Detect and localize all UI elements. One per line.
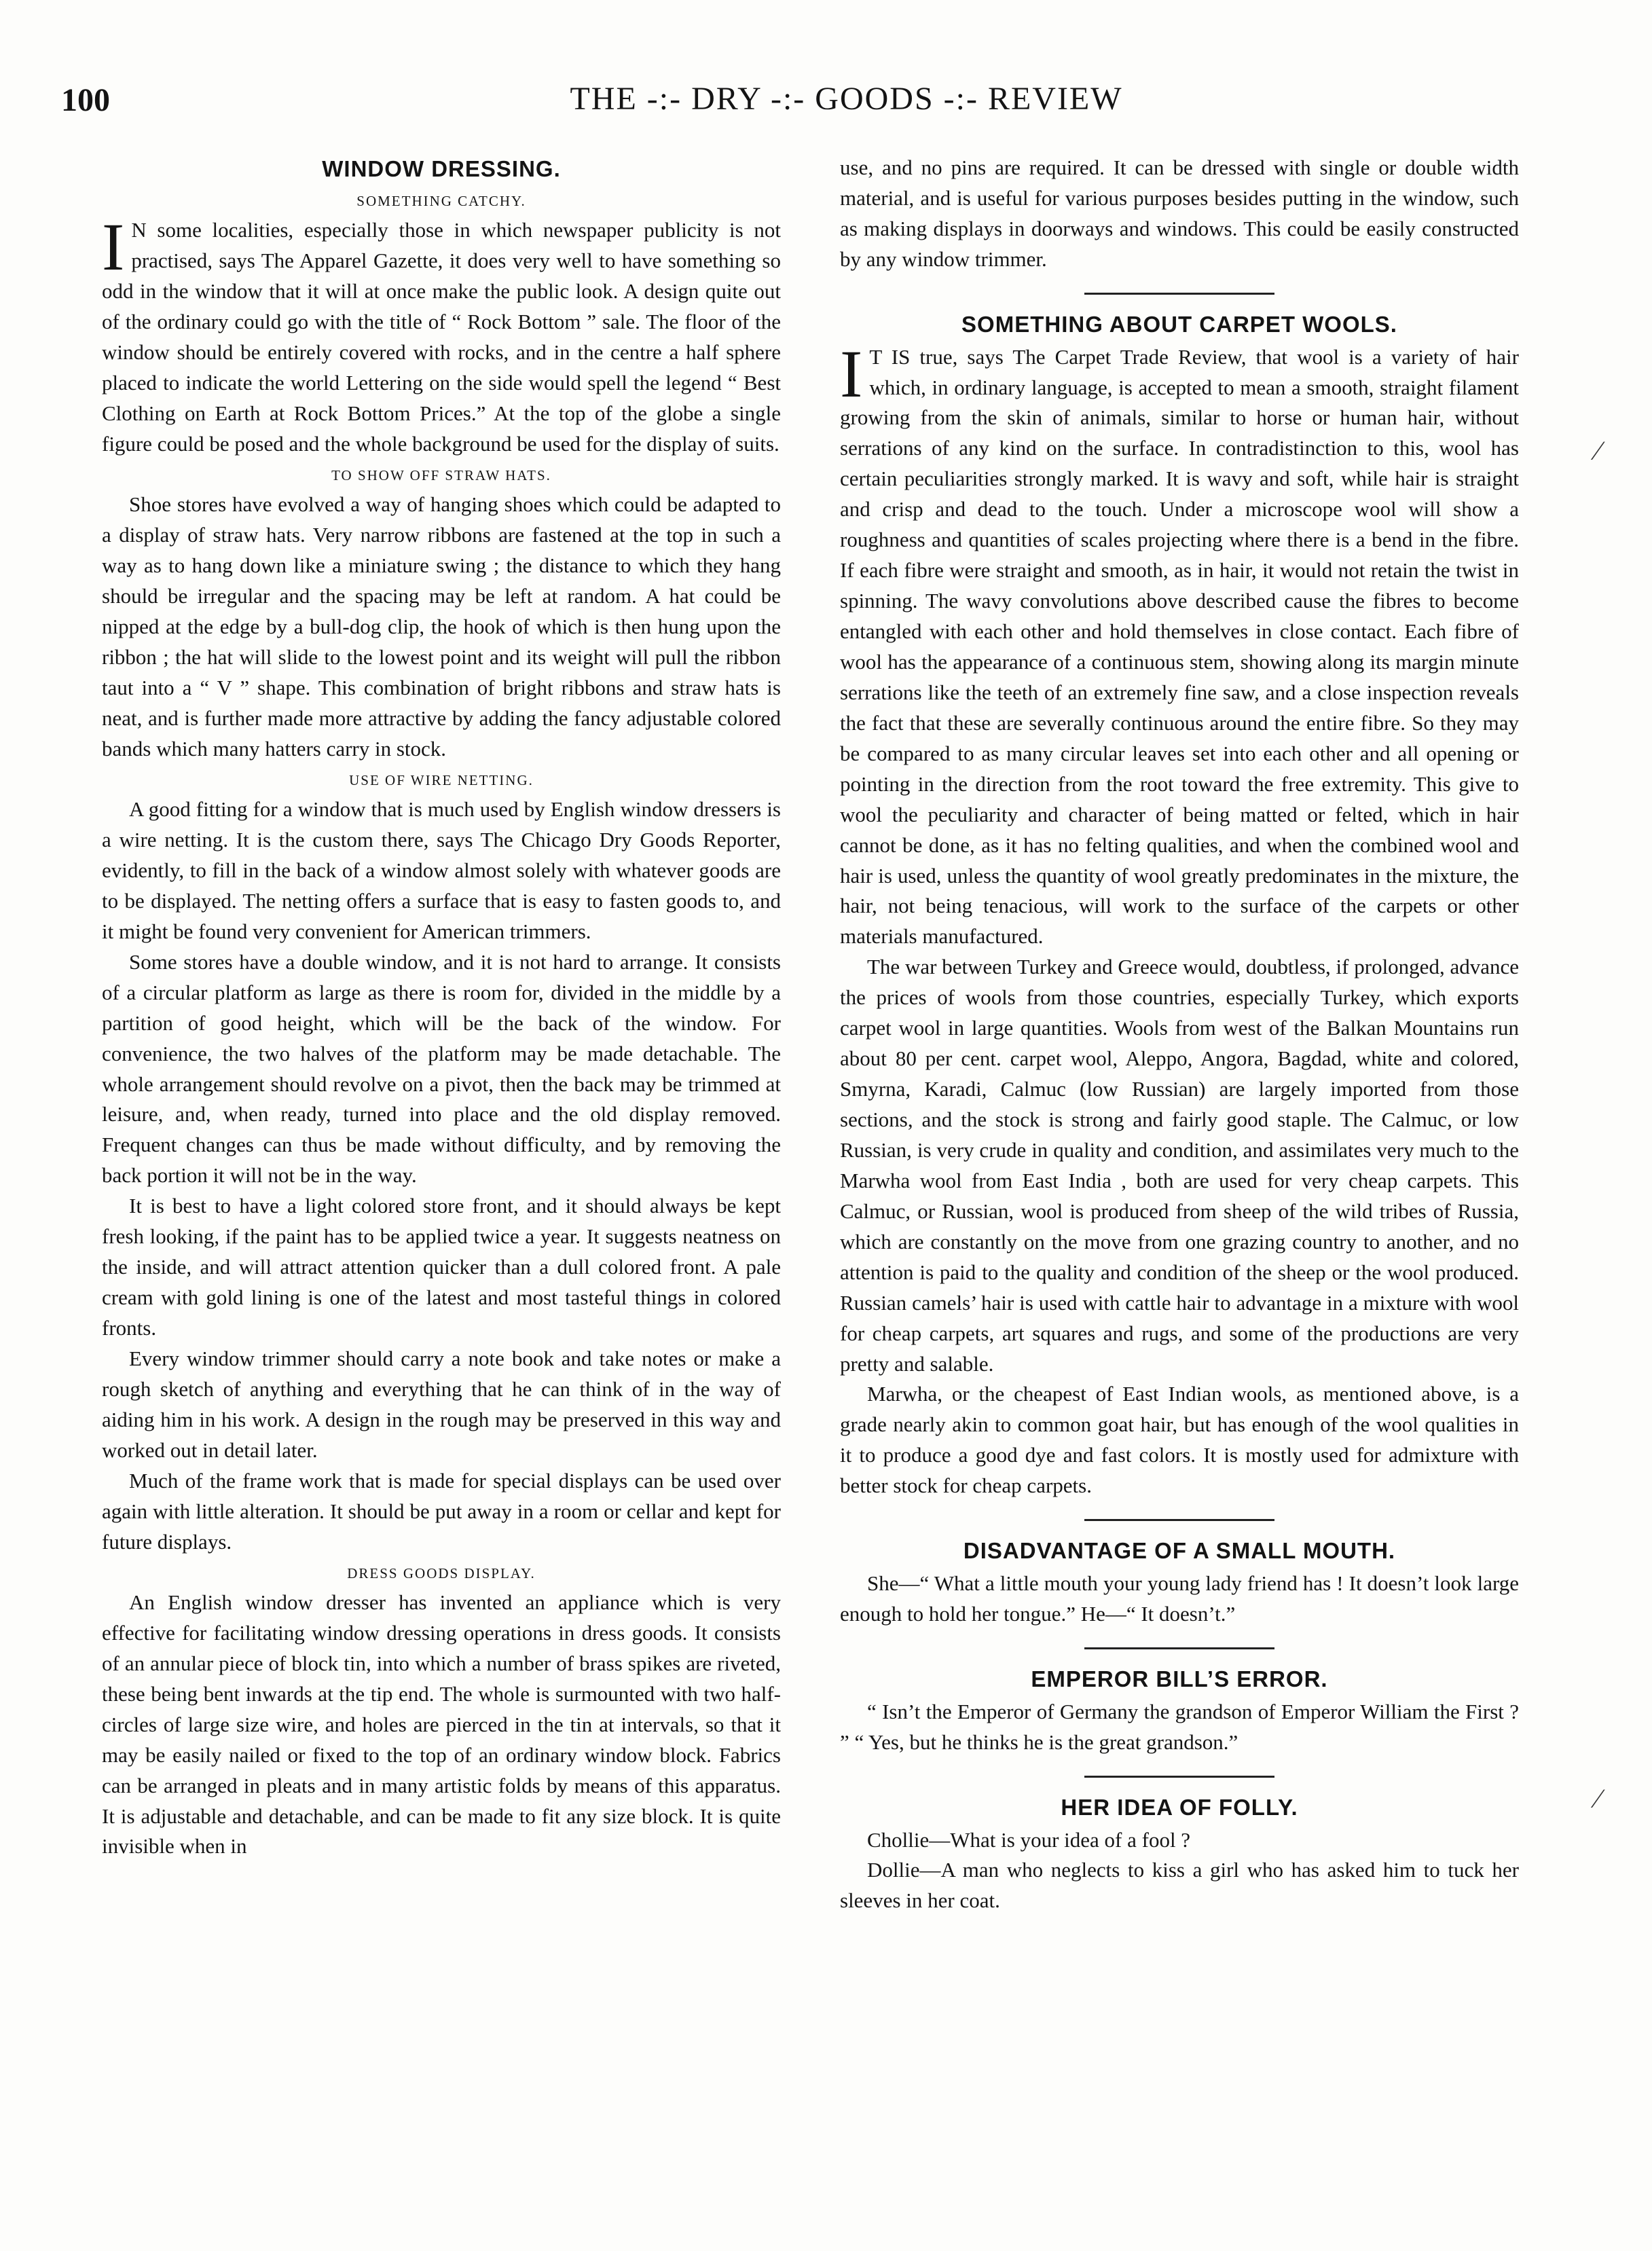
paragraph-emperor: “ Isn’t the Emperor of Germany the grandson of Emperor William the First ? ” “ Yes, but he thinks he is the great grandson.” [840,1699,1519,1754]
paragraph-note-book: Every window trimmer should carry a note book and take notes or make a rough sketch of anything and everything that he can think of in the way of aiding him in his work. A design in the rough may be preserved in this way and worked out in detail later. [102,1346,781,1462]
carpet-wools-title: SOMETHING ABOUT CARPET WOOLS. [961,311,1397,337]
paragraph-chollie: Chollie—What is your idea of a fool ? [867,1827,1191,1852]
subhead-straw-hats: TO SHOW OFF STRAW HATS. [331,466,551,483]
page-number: 100 [61,82,110,118]
paragraph-rock-bottom [102,209,781,460]
divider-rule [1084,1647,1274,1649]
right-column [840,153,1519,1916]
paragraph-straw-hats: Shoe stores have evolved a way of hanging shoes which could be adapted to a display of straw hats. Very narrow ribbons are fastened at the top in such a way as to hang down like a miniature swing ; the distance to which they hang should be irregular and the spacing may be left at random. A hat could be nipped at the edge by a bull-dog clip, the hook of which is then hung upon the ribbon ; the hat will slide to the lowest point and its weight will pull the ribbon taut into a “ V ” shape. This combination of bright ribbons and straw hats is neat, and is further made more attractive by adding the fancy adjustable colored bands which many hatters carry in stock. [102,492,781,761]
drop-cap: I [102,209,125,285]
paragraph-double-window: Some stores have a double window, and it is not hard to arrange. It consists of a circular platform as large as there is room for, divided in the middle by a partition of good height, which will be the back of the window. For convenience, the two halves of the platform may be made detachable. The whole arrangement should revolve on a pivot, then the back may be trimmed at leisure, and, when ready, turned into place and the old display removed. Frequent changes can thus be made without difficulty, and by removing the back portion it will not be in the way. [102,949,781,1188]
folly-title: HER IDEA OF FOLLY. [1061,1794,1298,1820]
paragraph-frame-work: Much of the frame work that is made for special displays can be used over again with little alteration. It should be put away in a room or cellar and kept for future displays. [102,1468,781,1554]
paragraph-marwha: Marwha, or the cheapest of East Indian wools, as mentioned above, is a grade nearly akin to common goat hair, but has enough of the wool qualities in it to produce a good dye and fast colors. It is mostly used for admixture with better stock for cheap carpets. [840,1382,1519,1498]
paragraph-text: N some localities, especially those in which newspaper publicity is not practised, says The Apparel Gazette, it does very well to have something so odd in the window that it will at once make the public look. A design quite out of the ordinary could go with the title of “ Rock Bottom ” sale. The floor of the window should be entirely covered with rocks, and in the centre a half sphere placed to indicate the world Lettering on the side would spell the legend “ Best Clothing on Earth at Rock Bottom Prices.” At the top of the globe a single figure could be posed and the whole background be used for the display of suits. [102,218,781,456]
divider-rule [1084,1776,1274,1778]
subhead-something-catchy: SOMETHING CATCHY. [356,192,526,209]
paragraph-small-mouth: She—“ What a little mouth your young lady friend has ! It doesn’t look large enough to hold her tongue.” He—“ It doesn’t.” [840,1571,1519,1626]
divider-rule [1084,1519,1274,1521]
divider-rule [1084,293,1274,295]
small-mouth-title: DISADVANTAGE OF A SMALL MOUTH. [963,1538,1396,1564]
paragraph-text: T IS true, says The Carpet Trade Review, that wool is a variety of hair which, in ordinary language, is accepted to mean a smooth, straight filament growing from the skin of animals, similar to horse or human hair, without serrations of any kind on the surface. In contradistinction to this, wool has certain peculiarities strongly marked. It is wavy and soft, while hair is straight and crisp and dead to the touch. Under a microscope wool will show a roughness and quantities of scales projecting where there is a bend in the fibre. If each fibre were straight and smooth, as in hair, it would not retain the twist in spinning. The wavy convolutions above described cause the fibres to become entangled with each other and hold themselves in close contact. Each fibre of wool has the appearance of a continuous stem, showing along its margin minute serrations like the teeth of an extremely fine saw, and a close inspection reveals the fact that these are severally continuous around the entire fibre. So they may be compared to as many circular leaves set into each other and all opening or pointing in the direction from the root toward the free extremity. This give to wool the peculiarity and character of being matted or felted, which in hair cannot be done, as it has no felting qualities, and when the combined wool and hair is used, unless the quantity of wool greatly predominates in the mixture, the hair, not being tenacious, will work to the surface of the carpets or other materials manufactured. [840,344,1519,949]
left-column [102,153,781,1862]
margin-mark: ⁄ [1596,435,1600,466]
window-dressing-title: WINDOW DRESSING. [322,156,561,181]
paragraph-wire-netting: A good fitting for a window that is much used by English window dressers is a wire netting. It is the custom there, says The Chicago Dry Goods Reporter, evidently, to fill in the back of a window almost solely with whatever goods are to be displayed. The netting offers a surface that is easy to fasten goods to, and it might be found very convenient for American trimmers. [102,797,781,943]
paragraph-store-front: It is best to have a light colored store front, and it should always be kept fresh looking, if the paint has to be applied twice a year. It suggests neatness on the inside, and will attract attention quicker than a dull colored front. A pale cream with gold lining is one of the latest and most tasteful things in colored fronts. [102,1194,781,1340]
margin-mark: ⁄ [1596,1783,1600,1814]
paragraph-turkey-greece: The war between Turkey and Greece would, doubtless, if prolonged, advance the prices of wools from those countries, especially Turkey, which exports carpet wool in large quantities. Wools from west of the Balkan Mountains run about 80 per cent. carpet wool, Aleppo, Angora, Bagdad, white and colored, Smyrna, Karadi, Calmuc (low Russian) are largely imported from those sections, and the stock is strong and fairly good staple. The Calmuc, or low Russian, is very crude in quality and condition, and assimilates very much to the Marwha wool from East India , both are used for very cheap carpets. This Calmuc, or Russian, wool is produced from sheep of the wild tribes of Russia, which are constantly on the move from one grazing country to another, and no attention is paid to the quality and condition of the sheep or the wool produced. Russian camels’ hair is used with cattle hair to advantage in a mixture with wool for cheap carpets, art squares and rugs, and some of the productions are very pretty and salable. [840,955,1519,1376]
running-title: THE -:- DRY -:- GOODS -:- REVIEW [570,81,1123,117]
subhead-wire-netting: USE OF WIRE NETTING. [349,771,534,788]
paragraph-dress-goods: An English window dresser has invented an appliance which is very effective for facilitating window dressing operations in dress goods. It consists of an annular piece of block tin, into which a number of brass spikes are riveted, these being bent inwards at the tip end. The whole is surmounted with two half-circles of large size wire, and holes are pierced in the tin at intervals, so that it may be easily nailed or fixed to the top of an ordinary window block. Fabrics can be arranged in pleats and in many artistic folds by means of this apparatus. It is adjustable and detachable, and can be made to fit any size block. It is quite invisible when in [102,1590,781,1859]
page-header [0,68,1652,136]
drop-cap: I [840,335,863,411]
paragraph-dollie: Dollie—A man who neglects to kiss a girl who has asked him to tuck her sleeves in her coat. [840,1858,1519,1913]
emperor-bill-title: EMPEROR BILL’S ERROR. [1031,1666,1328,1691]
paragraph-continued: use, and no pins are required. It can be dressed with single or double width material, and is useful for various purposes besides putting in the window, such as making displays in doorways and windows. This could be easily constructed by any window trimmer. [840,155,1519,271]
paragraph-wool-hair [840,335,1519,953]
subhead-dress-goods: DRESS GOODS DISPLAY. [347,1564,536,1581]
